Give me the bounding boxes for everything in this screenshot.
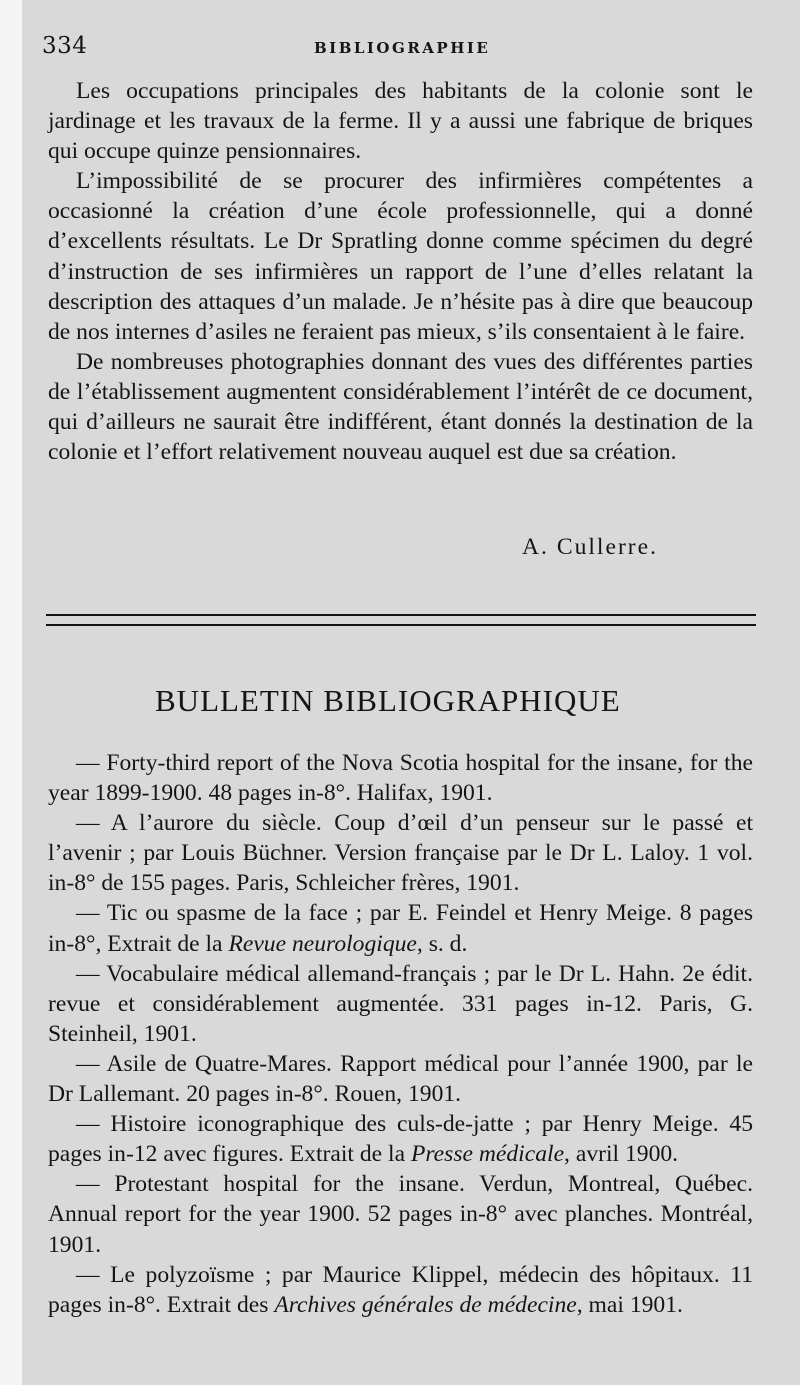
bibliography-entry <box>48 1260 753 1320</box>
divider-rule <box>46 614 756 616</box>
entry-text: — Tic ou spasme de la face ; par E. Feindel et Henry Meige. 8 pages in-8°, Extrait de la <box>48 900 753 957</box>
paragraph: L’impossibilité de se procurer des infirmières compétentes a occasionné la création d’une école professionnelle, qui a donné d’excellents résultats. Le Dr Spratling donne comme spécimen du degré d’instruction de ses infirmières un rapport de l’une d’elles relatant la description des attaques d’un malade. Je n’hésite pas à dire que beaucoup de nos internes d’asiles ne feraient pas mieux, s’ils consentaient à le faire. <box>48 168 753 345</box>
page-header <box>42 33 752 63</box>
journal-title: Archives générales de médecine <box>274 1291 577 1318</box>
divider-rule <box>46 624 756 626</box>
journal-title: Revue neurologique <box>228 930 417 957</box>
entry-text: — Histoire iconographique des culs-de-jatte ; par Henry Meige. 45 pages in-12 avec figures. Extrait de la <box>48 1111 753 1168</box>
paragraph: De nombreuses photographies donnant des vues des différentes parties de l’établissement augmentent considérablement l’intérêt de ce document, qui d’ailleurs ne saurait être indifférent, étant donnés la destination de la colonie et l’effort relativement nouveau auquel est due sa création. <box>48 348 753 466</box>
page-gutter <box>0 0 22 1385</box>
bibliography-entry: — Asile de Quatre-Mares. Rapport médical pour l’année 1900, par le Dr Lallemant. 20 pages in-8°. Rouen, 1901. <box>48 1050 753 1108</box>
bibliography-entry: — Protestant hospital for the insane. Verdun, Montreal, Québec. Annual report for the year 1900. 52 pages in-8° avec planches. Montréal, 1901. <box>48 1171 753 1258</box>
review-text <box>48 76 753 467</box>
bibliography-entry <box>48 1109 753 1169</box>
bibliography-entry: — Vocabulaire médical allemand-français ; par le Dr L. Hahn. 2e édit. revue et considérablement augmentée. 331 pages in-12. Paris, G. Steinheil, 1901. <box>48 960 753 1047</box>
page-number: 334 <box>42 33 88 59</box>
journal-title: Presse médicale <box>410 1141 565 1168</box>
paragraph: Les occupations principales des habitants de la colonie sont le jardinage et les travaux de la ferme. Il y a aussi une fabrique de briques qui occupe quinze pensionnaires. <box>48 78 753 165</box>
running-head: BIBLIOGRAPHIE <box>314 39 491 57</box>
bibliography-entry: — Forty-third report of the Nova Scotia hospital for the insane, for the year 1899-1900. 48 pages in-8°. Halifax, 1901. <box>48 750 753 807</box>
entry-text: — Le polyzoïsme ; par Maurice Klippel, médecin des hôpitaux. 11 pages in-8°. Extrait des <box>48 1261 753 1318</box>
bibliography-entry: — A l’aurore du siècle. Coup d’œil d’un penseur sur le passé et l’avenir ; par Louis Büchner. Version française par le Dr L. Laloy. 1 vol. in-8° de 155 pages. Paris, Schleicher frères, 1901. <box>48 810 753 897</box>
entry-text: , mai 1901. <box>576 1291 683 1318</box>
entry-text: , s. d. <box>416 930 468 957</box>
author-signature: A. Cullerre. <box>522 534 659 560</box>
bibliography-entry <box>48 898 753 958</box>
entry-text: , avril 1900. <box>564 1141 679 1168</box>
section-title: BULLETIN BIBLIOGRAPHIQUE <box>155 683 621 718</box>
bibliography-list <box>48 748 753 1320</box>
